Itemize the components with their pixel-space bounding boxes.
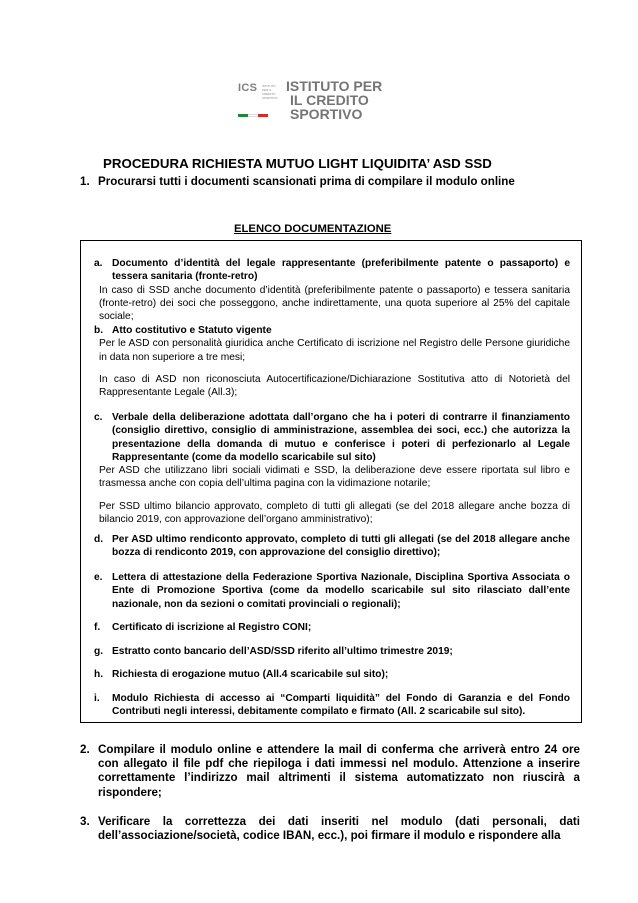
- doc-item-a: [94, 257, 570, 323]
- doc-item-head: [94, 668, 570, 681]
- doc-item-letter: i.: [94, 693, 100, 704]
- logo-acronym: ICS: [238, 82, 258, 94]
- doc-item-letter: h.: [94, 669, 104, 680]
- doc-item-head-text: Estratto conto bancario dell’ASD/SSD riferito all’ultimo trimestre 2019;: [112, 646, 453, 657]
- step-1: [80, 175, 580, 189]
- doc-item-letter: b.: [94, 325, 104, 336]
- doc-item-letter: e.: [94, 572, 103, 583]
- doc-item-i: [94, 692, 570, 719]
- italian-flag-bar: [238, 114, 268, 117]
- doc-item-h: [94, 668, 570, 681]
- logo-line-2: IL CREDITO: [290, 92, 369, 108]
- doc-item-b: [94, 324, 570, 399]
- doc-item-head: [94, 645, 570, 658]
- step-text: Compilare il modulo online e attendere la mail di conferma che arriverà entro 24 ore con allegato il file pdf che riepiloga i dati immessi nel modulo. Attenzione a inserire correttamente l’indirizzo mail altrimenti il sistema automatizzato non riuscirà a rispondere;: [98, 743, 580, 799]
- doc-item-head-text: Atto costitutivo e Statuto vigente: [112, 325, 272, 336]
- doc-item-head-text: Richiesta di erogazione mutuo (All.4 scaricabile sul sito);: [112, 669, 389, 680]
- step-number: 2.: [80, 743, 90, 756]
- doc-item-head-text: Documento d’identità del legale rappresentante (preferibilmente patente o passaporto) e tessera sanitaria (fronte-retro): [112, 258, 570, 283]
- doc-item-note: Per le ASD con personalità giuridica anche Certificato di iscrizione nel Registro delle Persone giuridiche in data non superiore a tre mesi;: [99, 338, 570, 363]
- doc-item-head-text: Per ASD ultimo rendiconto approvato, completo di tutti gli allegati (se del 2018 allegare anche bozza di rendiconto 2019, con approvazione del consiglio direttivo);: [112, 534, 570, 559]
- logo-small-text: ISTITUTO PER IL CREDITO SPORTIVO: [262, 84, 278, 100]
- doc-item-g: [94, 645, 570, 658]
- doc-item-note: Per SSD ultimo bilancio approvato, completo di tutti gli allegati (se del 2018 allegare anche bozza di bilancio 2019, con approvazione dell’organo amministrativo);: [99, 500, 570, 526]
- step-number: 3.: [80, 815, 90, 828]
- doc-item-head-text: Modulo Richiesta di accesso ai “Comparti liquidità” del Fondo di Garanzia e del Fondo Contributi negli interessi, debitamente compilato e firmato (All. 2 scaricabile sul sito).: [112, 693, 570, 718]
- doc-item-letter: c.: [94, 412, 103, 423]
- doc-item-e: [94, 571, 570, 611]
- logo-line-3: SPORTIVO: [290, 106, 363, 122]
- doc-item-note: In caso di SSD anche documento d’identità (preferibilmente patente o passaporto) e tessera sanitaria (fronte-retro) dei soci che posseggono, anche indirettamente, una quota superiore al 25% del capitale sociale;: [99, 284, 570, 323]
- doc-item-f: [94, 621, 570, 634]
- doc-item-head-text: Lettera di attestazione della Federazione Sportiva Nazionale, Disciplina Sportiva Associata o Ente di Promozione Sportiva (come da modello scaricabile sul sito rilasciato dall’ente nazionale, non da sezioni o comitati provinciali o regionali);: [112, 572, 570, 610]
- doc-item-head: [94, 257, 570, 284]
- ics-logo-mark: [232, 76, 284, 122]
- logo-line-1: ISTITUTO PER: [286, 78, 383, 94]
- doc-item-letter: d.: [94, 534, 104, 545]
- step-text: Procurarsi tutti i documenti scansionati prima di compilare il modulo online: [98, 175, 515, 188]
- doc-item-note: Per ASD che utilizzano libri sociali vidimati e SSD, la deliberazione deve essere riportata sul libro e trasmessa anche con copia dell’ultima pagina con la vidimazione notarile;: [99, 465, 570, 490]
- logo-name: [286, 79, 382, 121]
- flag-red: [258, 114, 268, 117]
- flag-green: [238, 114, 248, 117]
- doc-item-c: [94, 411, 570, 526]
- doc-item-head-text: Certificato di iscrizione al Registro CONI;: [112, 622, 312, 633]
- doc-item-head: [94, 621, 570, 634]
- step-3: [80, 815, 580, 843]
- step-number: 1.: [80, 175, 90, 188]
- flag-white: [248, 114, 258, 117]
- doc-item-head-text: Verbale della deliberazione adottata dall’organo che ha i poteri di contrarre il finanziamento (consiglio direttivo, consiglio di amministrazione, assemblea dei soci, ecc.) che autorizza la presentazione della domanda di mutuo e conferisce i poteri di perfezionarlo al Legale Rappresentante (come da modello scaricabile sul sito): [112, 412, 570, 463]
- step-text: Verificare la correttezza dei dati inseriti nel modulo (dati personali, dati dell’associazione/società, codice IBAN, ecc.), poi firmare il modulo e rispondere alla: [98, 815, 580, 843]
- step-2: [80, 743, 580, 800]
- doc-item-note: In caso di ASD non riconosciuta Autocertificazione/Dichiarazione Sostitutiva atto di Notorietà del Rappresentante Legale (All.3);: [99, 373, 570, 399]
- doc-item-head: [94, 571, 570, 611]
- doc-item-head: [94, 324, 570, 337]
- doc-item-letter: g.: [94, 646, 104, 657]
- documentation-title: ELENCO DOCUMENTAZIONE: [234, 223, 392, 235]
- doc-item-letter: a.: [94, 258, 103, 269]
- ics-logo: [232, 76, 392, 128]
- doc-item-head: [94, 692, 570, 719]
- page-title: PROCEDURA RICHIESTA MUTUO LIGHT LIQUIDITA’ ASD SSD: [103, 156, 492, 171]
- doc-item-head: [94, 411, 570, 464]
- doc-item-head: [94, 533, 570, 560]
- doc-item-letter: f.: [94, 622, 101, 633]
- doc-item-d: [94, 533, 570, 560]
